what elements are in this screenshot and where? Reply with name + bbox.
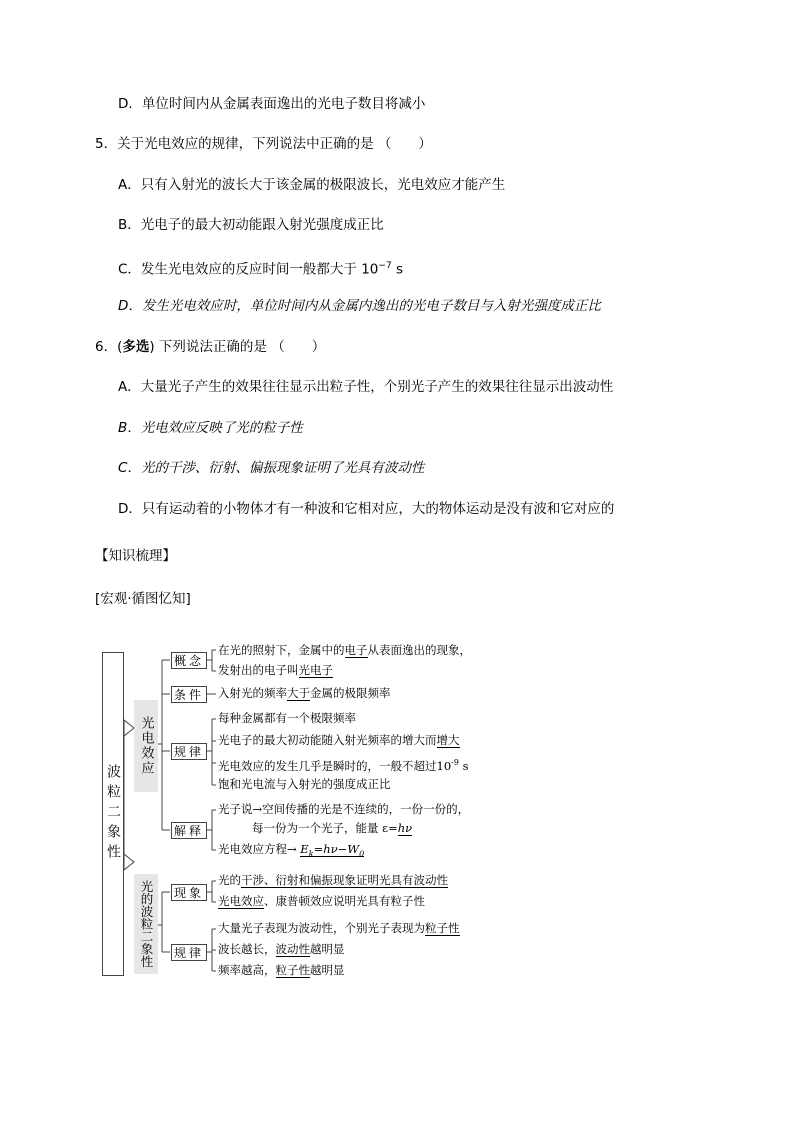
text-part: 从表面逸出的现象， (367, 643, 471, 657)
explain-line-3 (218, 842, 364, 861)
duality-law-line-1 (218, 921, 460, 936)
answer-blank: 大于 (287, 686, 310, 700)
concept-line-2 (218, 663, 333, 678)
q5-option-c-text: C．发生光电效应的反应时间一般都大于 10 (118, 261, 379, 278)
tag-phenomenon: 现象 (171, 884, 207, 901)
tag-condition: 条件 (171, 686, 207, 703)
text-part: 光电效应方程→ (218, 842, 301, 856)
text-part: 入射光的频率 (218, 686, 287, 700)
branch-wave-particle-duality: 光的波粒二象性 (134, 874, 158, 974)
exponent: -9 (451, 758, 459, 767)
phenomenon-line-2 (218, 894, 425, 909)
q5-option-c-exponent: −7 (378, 261, 392, 271)
text-part: 光电效应的发生几乎是瞬时的，一般不超过10 (218, 758, 452, 773)
q5-option-d: D．发生光电效应时，单位时间内从金属内逸出的光电子数目与入射光强度成正比 (118, 298, 601, 314)
text-part: 在光的照射下，金属中的 (218, 643, 345, 657)
concept-line-1 (218, 643, 471, 658)
tag-concept: 概念 (171, 652, 207, 669)
tag-law: 规律 (171, 743, 207, 760)
text-part: 、康普顿效应说明光具有粒子性 (264, 894, 425, 908)
root-box: 波粒二象性 (102, 652, 124, 976)
answer-blank: 光电子 (298, 663, 333, 677)
q5-stem: 5．关于光电效应的规律，下列说法中正确的是 （ ） (95, 136, 432, 152)
q6-option-c: C．光的干涉、衍射、偏振现象证明了光具有波动性 (118, 460, 425, 476)
answer-blank: 粒子性 (425, 921, 460, 935)
explain-line-2 (252, 821, 412, 836)
answer-blank: 电子 (344, 643, 368, 657)
law-line-4: 饱和光电流与入射光的强度成正比 (218, 777, 391, 791)
tag-explain: 解释 (171, 822, 207, 839)
q6-option-a: A．大量光子产生的效果往往显示出粒子性，个别光子产生的效果往往显示出波动性 (118, 379, 614, 395)
q5-option-b: B．光电子的最大初动能跟入射光强度成正比 (118, 217, 384, 233)
subscript: 0 (359, 849, 365, 859)
q6-option-b: B．光电效应反映了光的粒子性 (118, 420, 303, 436)
law-line-2 (218, 733, 460, 748)
answer-blank: 增大 (436, 733, 460, 747)
subscript: k (308, 849, 314, 859)
answer-blank: 粒子性 (275, 963, 310, 977)
answer-blank: 干涉、衍射和偏振现象证明光具有波动性 (241, 873, 448, 887)
text-part: 越明显 (310, 942, 345, 956)
text-part: 波长越长， (218, 942, 276, 956)
q5-option-a: A．只有入射光的波长大于该金属的极限波长，光电效应才能产生 (118, 177, 506, 193)
condition-line (218, 686, 391, 701)
branch-photoelectric-effect: 光电效应 (134, 700, 158, 792)
formula-part: =hν−W (313, 842, 360, 856)
q6-multi-choice-tag: 多选 (122, 339, 150, 355)
text-part: 光的 (218, 873, 241, 887)
text-part: 光电子的最大初动能随入射光频率的增大而 (218, 733, 437, 747)
answer-blank: hν (397, 821, 413, 835)
explain-line-1: 光子说→空间传播的光是不连续的，一份一份的， (218, 802, 470, 816)
section-title: 【知识梳理】 (95, 548, 176, 564)
answer-blank: 光电效应 (218, 894, 264, 908)
text-part: 大量光子表现为波动性，个别光子表现为 (218, 921, 425, 935)
answer-blank: 波动性 (275, 942, 310, 956)
q6-number: 6．( (95, 339, 123, 355)
q6-stem-text: ) 下列说法正确的是 （ ） (149, 339, 326, 355)
formula-part: E (300, 842, 309, 856)
phenomenon-line-1 (218, 873, 448, 888)
duality-law-line-3 (218, 963, 345, 978)
q6-stem (95, 338, 325, 356)
q5-option-c-unit: s (391, 261, 404, 278)
q4-option-d: D．单位时间内从金属表面逸出的光电子数目将减小 (118, 96, 426, 112)
q6-option-d: D．只有运动着的小物体才有一种波和它相对应，大的物体运动是没有波和它对应的 (118, 501, 615, 517)
text-part: 每一份为一个光子，能量 ε= (252, 821, 398, 835)
q5-option-c (118, 257, 403, 279)
law-line-1: 每种金属都有一个极限频率 (218, 711, 356, 725)
knowledge-diagram (100, 640, 520, 985)
tag-law-duality: 规律 (171, 944, 207, 961)
text-part: 金属的极限频率 (310, 686, 391, 700)
text-part: 频率越高， (218, 963, 276, 977)
duality-law-line-2 (218, 942, 345, 957)
law-line-3 (218, 755, 469, 774)
section-subtitle: [宏观·循图忆知] (95, 591, 191, 607)
text-part: s (458, 758, 469, 773)
text-part: 发射出的电子叫 (218, 663, 299, 677)
text-part: 越明显 (310, 963, 345, 977)
